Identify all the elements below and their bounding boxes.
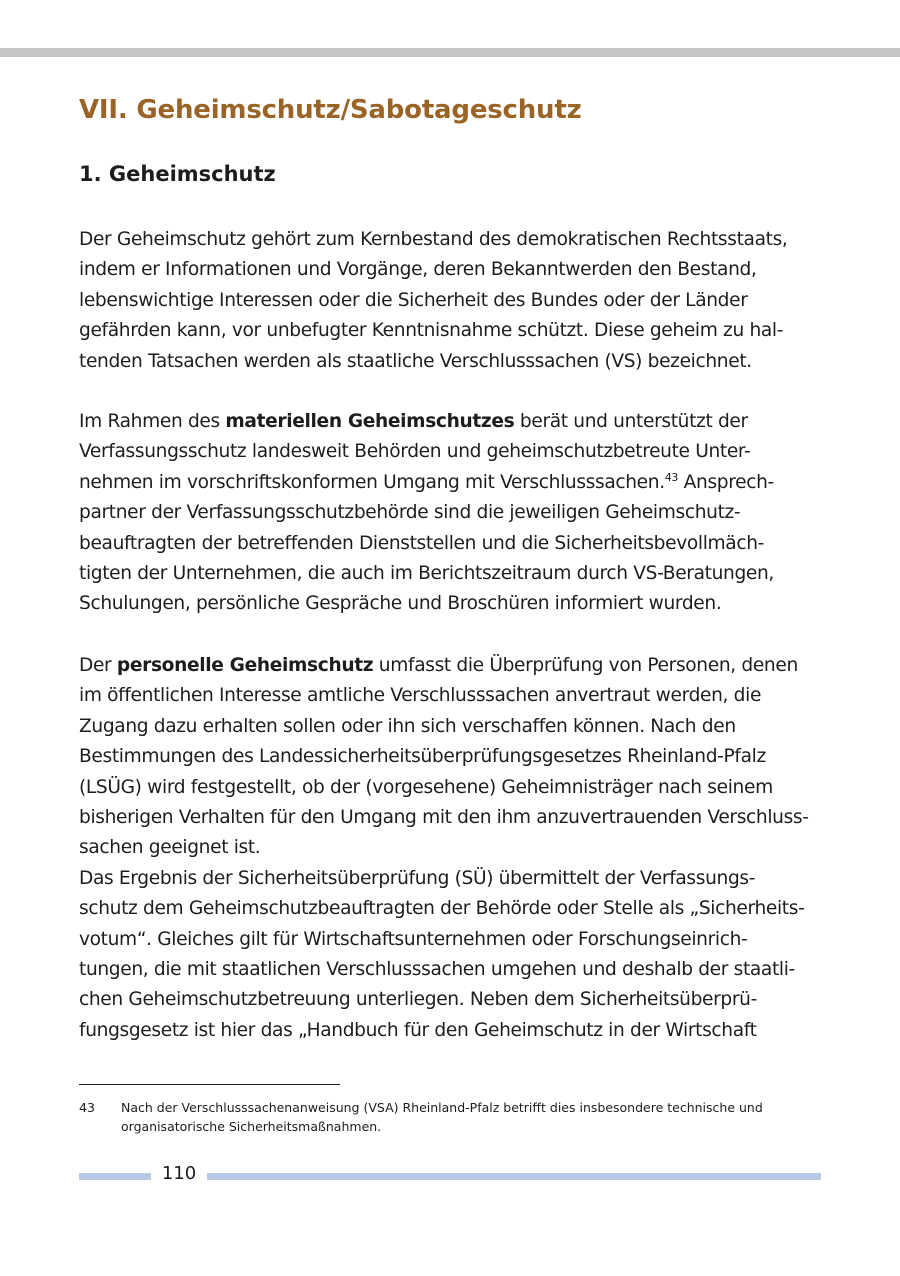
text-line: Der Geheimschutz gehört zum Kernbestand des demokratischen Rechtsstaats, [79,229,788,250]
paragraph-personnel-protection [79,651,824,1046]
chapter-title: VII. Geheimschutz/Sabotageschutz [79,95,582,125]
footnote-divider [79,1084,340,1085]
footnote-line: Nach der Verschlusssachenanweisung (VSA) Rheinland-Pfalz betrifft dies insbesondere technische und [121,1100,763,1115]
text-line: nehmen im vorschriftskonformen Umgang mit Verschlusssachen.$^{43}$ Ansprech- [79,470,774,493]
text-line: (LSÜG) wird festgestellt, ob der (vorgesehene) Geheimnisträger nach seinem [79,776,773,798]
footnote-line: organisatorische Sicherheitsmaßnahmen. [121,1119,382,1134]
text-line: lebenswichtige Interessen oder die Sicherheit des Bundes oder der Länder [79,289,748,311]
text-line: indem er Informationen und Vorgänge, deren Bekanntwerden den Bestand, [79,259,757,281]
text-line: gefährden kann, vor unbefugter Kenntnisnahme schützt. Diese geheim zu hal- [79,320,784,342]
text-line: chen Geheimschutzbetreuung unterliegen. Neben dem Sicherheitsüberprü- [79,989,757,1011]
text-line: sachen geeignet ist. [79,837,261,859]
text-line: tigten der Unternehmen, die auch im Berichtszeitraum durch VS-Beratungen, [79,563,774,585]
text-line: votum“. Gleiches gilt für Wirtschaftsunternehmen oder Forschungseinrich- [79,928,748,950]
text-line: Verfassungsschutz landesweit Behörden und geheimschutzbetreute Unter- [79,441,751,463]
text-line: beauftragten der betreffenden Dienststellen und die Sicherheitsbevollmäch- [79,532,765,554]
paragraph-intro [79,225,824,377]
bold-term-personnel: personelle Geheimschutz [116,655,374,676]
bold-term-material: materiellen Geheimschutzes [225,411,515,432]
header-divider-bar [0,48,900,57]
text-line: Zugang dazu erhalten sollen oder ihn sich verschaffen können. Nach den [79,715,736,737]
text-line: im öffentlichen Interesse amtliche Verschlusssachen anvertraut werden, die [79,685,762,707]
paragraph-material-protection [79,407,824,620]
text-line: tungen, die mit staatlichen Verschlusssachen umgehen und deshalb der staatli- [79,959,795,981]
footer-bar-left [79,1173,151,1180]
footnote-number: 43 [79,1100,95,1115]
text-line: schutz dem Geheimschutzbeauftragten der Behörde oder Stelle als „Sicherheits- [79,898,805,920]
text-line: tenden Tatsachen werden als staatliche Verschlusssachen (VS) bezeichnet. [79,350,752,372]
footnote-text [121,1098,821,1136]
section-title: 1. Geheimschutz [79,162,276,186]
text-line: partner der Verfassungsschutzbehörde sind die jeweiligen Geheimschutz- [79,502,741,524]
text-line: fungsgesetz ist hier das „Handbuch für den Geheimschutz in der Wirtschaft [79,1019,757,1041]
text-line: bisherigen Verhalten für den Umgang mit den ihm anzuvertrauenden Verschluss- [79,807,809,829]
text-line: Schulungen, persönliche Gespräche und Broschüren informiert wurden. [79,593,722,615]
text-line: Bestimmungen des Landessicherheitsüberprüfungsgesetzes Rheinland-Pfalz [79,746,766,768]
footnote-reference[interactable]: 43 [664,470,679,484]
page-number: 110 [161,1163,197,1184]
text-line: Im Rahmen des materiellen Geheimschutzes berät und unterstützt der [79,411,748,432]
footer-bar-right [207,1173,821,1180]
text-line: Der personelle Geheimschutz umfasst die Überprüfung von Personen, denen [79,655,798,676]
text-line: Das Ergebnis der Sicherheitsüberprüfung (SÜ) übermittelt der Verfassungs- [79,867,756,889]
